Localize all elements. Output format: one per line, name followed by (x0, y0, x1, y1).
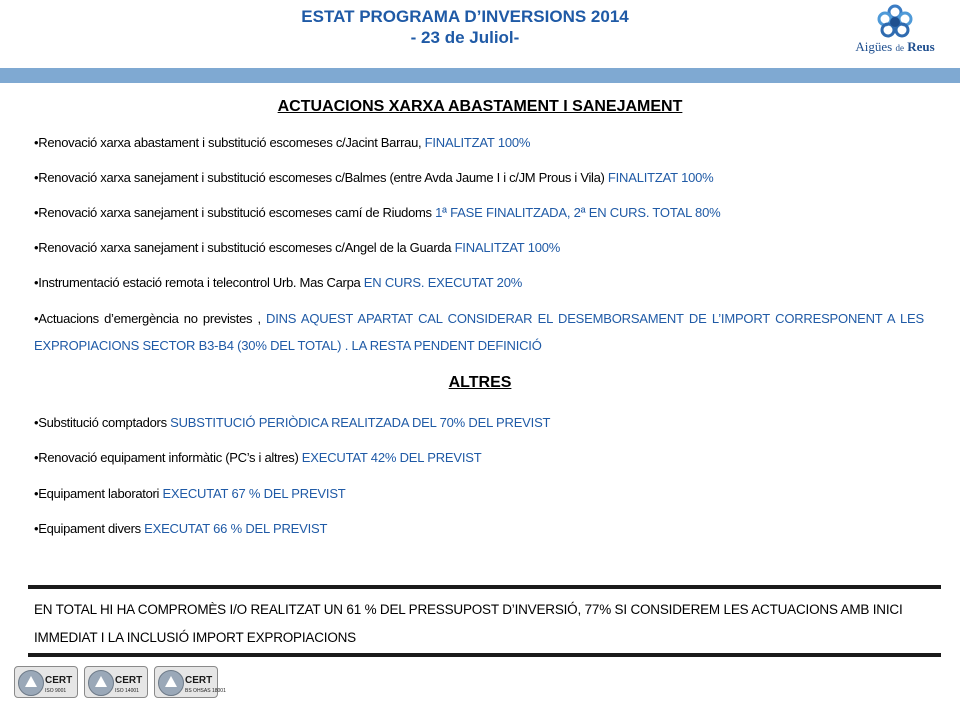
logo-word-de: de (895, 43, 904, 53)
logo-wordmark (840, 39, 950, 55)
cert-badge (84, 666, 148, 698)
star-flower-logo-icon (876, 4, 914, 38)
cert-name: CERT (45, 675, 73, 686)
summary-top-divider (28, 585, 941, 589)
list-item (34, 205, 924, 220)
logo-word-reus: Reus (907, 39, 935, 54)
title-line-1: ESTAT PROGRAMA D’INVERSIONS 2014 (301, 7, 629, 26)
item-status: FINALITZAT 100% (454, 240, 561, 255)
item-text: •Renovació xarxa sanejament i substitució escomeses c/Balmes (entre Avda Jaume I i c/JM Prous i Vila) (34, 170, 605, 185)
item-text: •Substitució comptadors (34, 415, 167, 430)
cert-seal-icon (18, 670, 44, 696)
item-status: DINS AQUEST APARTAT CAL CONSIDERAR EL DESEMBORSAMENT DE L’IMPORT CORRESPONENT A LES EXPROPIACIONS SECTOR B3-B4 (30% DEL TOTAL) . LA RESTA PENDENT DEFINICIÓ (34, 311, 924, 353)
logo-word-aigues: Aigües (855, 39, 893, 54)
cert-badge (14, 666, 78, 698)
item-status: FINALITZAT 100% (424, 135, 531, 150)
list-item (34, 135, 924, 150)
summary-text: EN TOTAL HI HA COMPROMÈS I/O REALITZAT UN 61 % DEL PRESSUPOST D’INVERSIÓ, 77% SI CONSIDEREM LES ACTUACIONS AMB INICI IMMEDIAT I LA INCLUSIÓ IMPORT EXPROPIACIONS (34, 602, 903, 645)
summary-bottom-divider (28, 653, 941, 657)
item-status: EXECUTAT 66 % DEL PREVIST (144, 521, 328, 536)
item-text: •Equipament laboratori (34, 486, 160, 501)
list-item (34, 275, 924, 290)
item-status: EN CURS. EXECUTAT 20% (363, 275, 523, 290)
item-status: EXECUTAT 42% DEL PREVIST (301, 450, 482, 465)
item-text: •Renovació xarxa sanejament i substitució escomeses camí de Riudoms (34, 205, 432, 220)
item-text: •Renovació xarxa sanejament i substitució escomeses c/Angel de la Guarda (34, 240, 452, 255)
list-item (34, 521, 924, 536)
item-status: EXECUTAT 67 % DEL PREVIST (162, 486, 346, 501)
title-line-2: - 23 de Juliol- (410, 28, 520, 47)
section-title-altres: ALTRES (448, 374, 512, 391)
cert-seal-icon (158, 670, 184, 696)
list-item (34, 415, 924, 430)
cert-seal-icon (88, 670, 114, 696)
item-text: •Equipament divers (34, 521, 141, 536)
item-status: SUBSTITUCIÓ PERIÒDICA REALITZADA DEL 70% DEL PREVIST (170, 415, 551, 430)
item-text: •Instrumentació estació remota i telecontrol Urb. Mas Carpa (34, 275, 361, 290)
cert-standard: BS OHSAS 18001 (185, 688, 226, 694)
list-item (34, 170, 924, 185)
item-text: •Actuacions d’emergència no previstes , (34, 311, 261, 326)
cert-name: CERT (185, 675, 213, 686)
item-text: •Renovació xarxa abastament i substitució escomeses c/Jacint Barrau, (34, 135, 422, 150)
header-band (0, 68, 960, 83)
section-title-actuacions: ACTUACIONS XARXA ABASTAMENT I SANEJAMENT (277, 98, 683, 115)
page-title (0, 6, 930, 48)
item-text: •Renovació equipament informàtic (PC’s i altres) (34, 450, 299, 465)
list-item (34, 305, 924, 359)
cert-standard: ISO 9001 (45, 688, 67, 694)
cert-badge (154, 666, 226, 698)
list-item (34, 450, 924, 465)
aigues-de-reus-logo (840, 4, 950, 64)
item-status: FINALITZAT 100% (607, 170, 714, 185)
list-item (34, 240, 924, 255)
item-status: 1ª FASE FINALITZADA, 2ª EN CURS. TOTAL 80% (435, 205, 721, 220)
cert-name: CERT (115, 675, 143, 686)
list-item (34, 486, 924, 501)
cert-standard: ISO 14001 (115, 688, 139, 694)
